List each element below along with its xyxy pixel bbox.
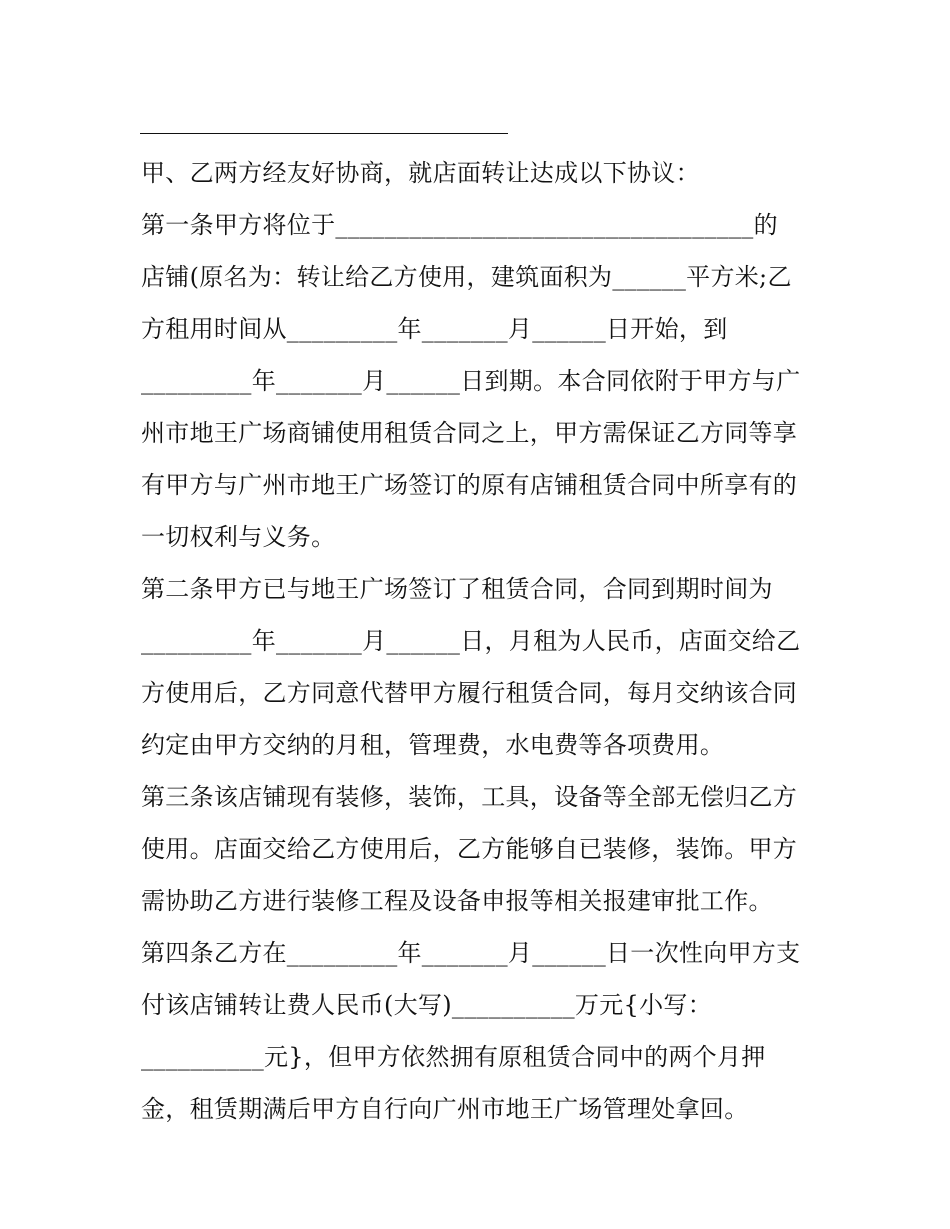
article-2-line-1: 第二条甲方已与地王广场签订了租赁合同，合同到期时间为 bbox=[141, 575, 773, 603]
article-3-line-3: 需协助乙方进行装修工程及设备申报等相关报建审批工作。 bbox=[141, 887, 773, 915]
article-2-line-3: 方使用后，乙方同意代替甲方履行租赁合同，每月交纳该合同 bbox=[141, 679, 798, 707]
article-4-line-1: 第四条乙方在_________年_______月______日一次性向甲方支 bbox=[141, 939, 801, 967]
paragraph-intro: 甲、乙两方经友好协商，就店面转让达成以下协议： bbox=[141, 159, 700, 187]
article-1-line-4: _________年_______月______日到期。本合同依附于甲方与广 bbox=[141, 367, 801, 395]
article-4-line-2: 付该店铺转让费人民币(大写)__________万元{小写： bbox=[141, 991, 712, 1019]
article-2-line-2: _________年_______月______日，月租为人民币，店面交给乙 bbox=[141, 627, 801, 655]
article-4-line-3: __________元}，但甲方依然拥有原租赁合同中的两个月押 bbox=[141, 1043, 766, 1071]
article-1-line-2: 店铺(原名为：转让给乙方使用，建筑面积为______平方米;乙 bbox=[141, 263, 792, 291]
top-rule bbox=[140, 133, 508, 134]
article-1-line-1: 第一条甲方将位于__________________________________的 bbox=[141, 211, 778, 239]
article-2-line-4: 约定由甲方交纳的月租，管理费，水电费等各项费用。 bbox=[141, 731, 725, 759]
article-3-line-1: 第三条该店铺现有装修，装饰，工具，设备等全部无偿归乙方 bbox=[141, 783, 798, 811]
article-1-line-5: 州市地王广场商铺使用租赁合同之上，甲方需保证乙方同等享 bbox=[141, 419, 798, 447]
article-1-line-3: 方租用时间从_________年_______月______日开始，到 bbox=[141, 315, 728, 343]
article-1-line-7: 一切权利与义务。 bbox=[141, 523, 336, 551]
article-3-line-2: 使用。店面交给乙方使用后，乙方能够自已装修，装饰。甲方 bbox=[141, 835, 798, 863]
article-1-line-6: 有甲方与广州市地王广场签订的原有店铺租赁合同中所享有的 bbox=[141, 471, 798, 499]
article-4-line-4: 金，租赁期满后甲方自行向广州市地王广场管理处拿回。 bbox=[141, 1095, 749, 1123]
